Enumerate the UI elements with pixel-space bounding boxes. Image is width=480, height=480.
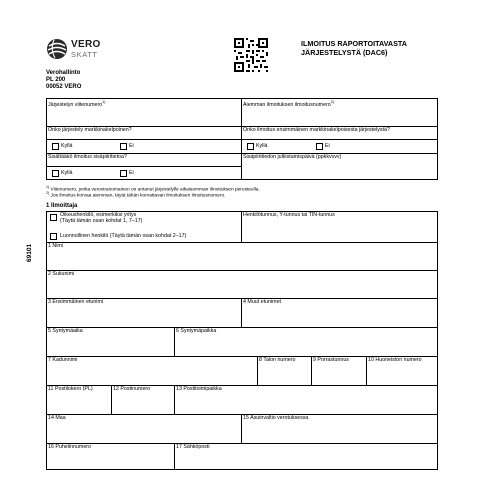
field-12-postal-code-label: 12 Postinumero bbox=[113, 386, 151, 392]
field-8-house-number-input[interactable] bbox=[258, 365, 310, 384]
field-6-birth-place-label: 6 Syntymäpaikka bbox=[176, 328, 217, 334]
field-7-street-label: 7 Kadunnimi bbox=[48, 357, 78, 363]
footnote-1: $^{1)}$ Viitenumero, jonka veroviranomainen on antanut järjestelylle aikaisemman ilmoituksen perusteella. bbox=[46, 185, 260, 193]
field-2-surname-input[interactable] bbox=[47, 279, 437, 297]
field-4-other-names-label: 4 Muut etunimet bbox=[243, 299, 281, 305]
first-report-yes-label: Kyllä bbox=[256, 143, 268, 149]
marketable-no-label: Ei bbox=[129, 143, 134, 149]
publication-date-input[interactable] bbox=[242, 162, 437, 179]
field-16-phone-input[interactable] bbox=[47, 452, 173, 469]
first-report-label: Onko ilmoitus ensimmäinen markkinakelpoisesta järjestelystä? bbox=[243, 127, 390, 133]
field-11-po-box-input[interactable] bbox=[47, 394, 110, 413]
legal-person-checkbox[interactable] bbox=[50, 214, 57, 221]
field-9-staircase-input[interactable] bbox=[312, 365, 365, 384]
arrangement-id-label: Järjestelyn viitenumero$^{1)}$ bbox=[48, 100, 106, 108]
form-code: 69101 bbox=[26, 243, 33, 262]
arrangement-id-input[interactable] bbox=[47, 107, 240, 125]
form-title-line2: JÄRJESTELYSTÄ (DAC6) bbox=[301, 48, 388, 57]
org-address-line1: PL 200 bbox=[46, 77, 66, 83]
field-3-first-name-input[interactable] bbox=[47, 307, 240, 326]
field-5-birth-date-input[interactable] bbox=[47, 336, 173, 355]
marketable-yes-label: Kyllä bbox=[61, 143, 73, 149]
section1-title: 1 Ilmoittaja bbox=[46, 203, 78, 209]
field-6-birth-place-input[interactable] bbox=[175, 336, 437, 355]
first-report-no-label: Ei bbox=[325, 143, 330, 149]
vero-globe-icon bbox=[46, 38, 68, 60]
legal-person-label-line1: Oikeushenkilö, esimerkiksi yritys bbox=[60, 212, 137, 218]
form-title-line1: ILMOITUS RAPORTOITAVASTA bbox=[301, 39, 407, 48]
confidential-label: Sisältääkö ilmoitus sisäpiiritietoa? bbox=[48, 154, 127, 160]
confidential-yes-label: Kyllä bbox=[61, 170, 73, 176]
confidential-no-checkbox[interactable] bbox=[120, 170, 127, 177]
vero-logo bbox=[46, 38, 106, 62]
field-7-street-input[interactable] bbox=[47, 365, 256, 384]
natural-person-label: Luonnollinen henkilö (Täytä tämän osan kohdat 2–17) bbox=[60, 233, 187, 239]
logo-vero-text: VERO bbox=[71, 39, 101, 50]
field-10-apartment-input[interactable] bbox=[367, 365, 437, 384]
first-report-yes-checkbox[interactable] bbox=[247, 143, 254, 150]
field-16-phone-label: 16 Puhelinnumero bbox=[48, 444, 91, 450]
marketable-no-checkbox[interactable] bbox=[120, 143, 127, 150]
confidential-no-label: Ei bbox=[129, 170, 134, 176]
field-1-name-input[interactable] bbox=[47, 251, 437, 269]
field-14-country-input[interactable] bbox=[47, 423, 240, 442]
field-17-email-label: 17 Sähköposti bbox=[176, 444, 210, 450]
field-11-po-box-label: 11 Postilokero (PL) bbox=[48, 386, 93, 392]
marketable-yes-checkbox[interactable] bbox=[52, 143, 59, 150]
field-4-other-names-input[interactable] bbox=[242, 307, 437, 326]
field-17-email-input[interactable] bbox=[175, 452, 437, 469]
marketable-label: Onko järjestely markkinakelpoinen? bbox=[48, 127, 132, 133]
field-13-city-input[interactable] bbox=[175, 394, 437, 413]
legal-person-label-line2: (Täytä tämän osan kohdat 1, 7–17) bbox=[60, 218, 143, 224]
qr-code bbox=[234, 38, 268, 72]
field-8-house-number-label: 8 Talon numero bbox=[259, 357, 296, 363]
id-number-label: Henkilötunnus, Y-tunnus tai TIN-tunnus bbox=[243, 212, 335, 218]
field-10-apartment-label: 10 Huoneiston numero bbox=[368, 357, 422, 363]
org-address-line2: 00052 VERO bbox=[46, 84, 82, 90]
footnote-2: $^{2)}$ Jos ilmoitus korvaa aiemman, täytä tähän korvattavan ilmoituksen ilmoitusnumero. bbox=[46, 191, 226, 199]
field-13-city-label: 13 Postitoimipaikka bbox=[176, 386, 222, 392]
field-12-postal-code-input[interactable] bbox=[112, 394, 173, 413]
org-name: Verohallinto bbox=[46, 70, 81, 76]
field-15-tax-residence-input[interactable] bbox=[242, 423, 437, 442]
id-number-input[interactable] bbox=[242, 220, 437, 241]
natural-person-checkbox[interactable] bbox=[50, 233, 57, 240]
logo-skatt-text: SKATT bbox=[71, 50, 98, 59]
first-report-no-checkbox[interactable] bbox=[316, 143, 323, 150]
field-2-surname-label: 2 Sukunimi bbox=[48, 271, 75, 277]
field-9-staircase-label: 9 Porrastunnus bbox=[313, 357, 349, 363]
field-5-birth-date-label: 5 Syntymäaika bbox=[48, 328, 83, 334]
field-1-name-label: 1 Nimi bbox=[48, 243, 64, 249]
field-15-tax-residence-label: 15 Asuinvaltio verotuksessa bbox=[243, 415, 309, 421]
field-14-country-label: 14 Maa bbox=[48, 415, 66, 421]
publication-date-label: Sisäpiiritiedon julkistamispäivä (ppkkvvvv) bbox=[243, 154, 342, 160]
prev-report-label: Aiemman ilmoituksen ilmoitusnumero$^{2)}$ bbox=[243, 100, 335, 108]
prev-report-input[interactable] bbox=[242, 107, 437, 125]
field-3-first-name-label: 3 Ensimmäinen etunimi bbox=[48, 299, 104, 305]
confidential-yes-checkbox[interactable] bbox=[52, 170, 59, 177]
